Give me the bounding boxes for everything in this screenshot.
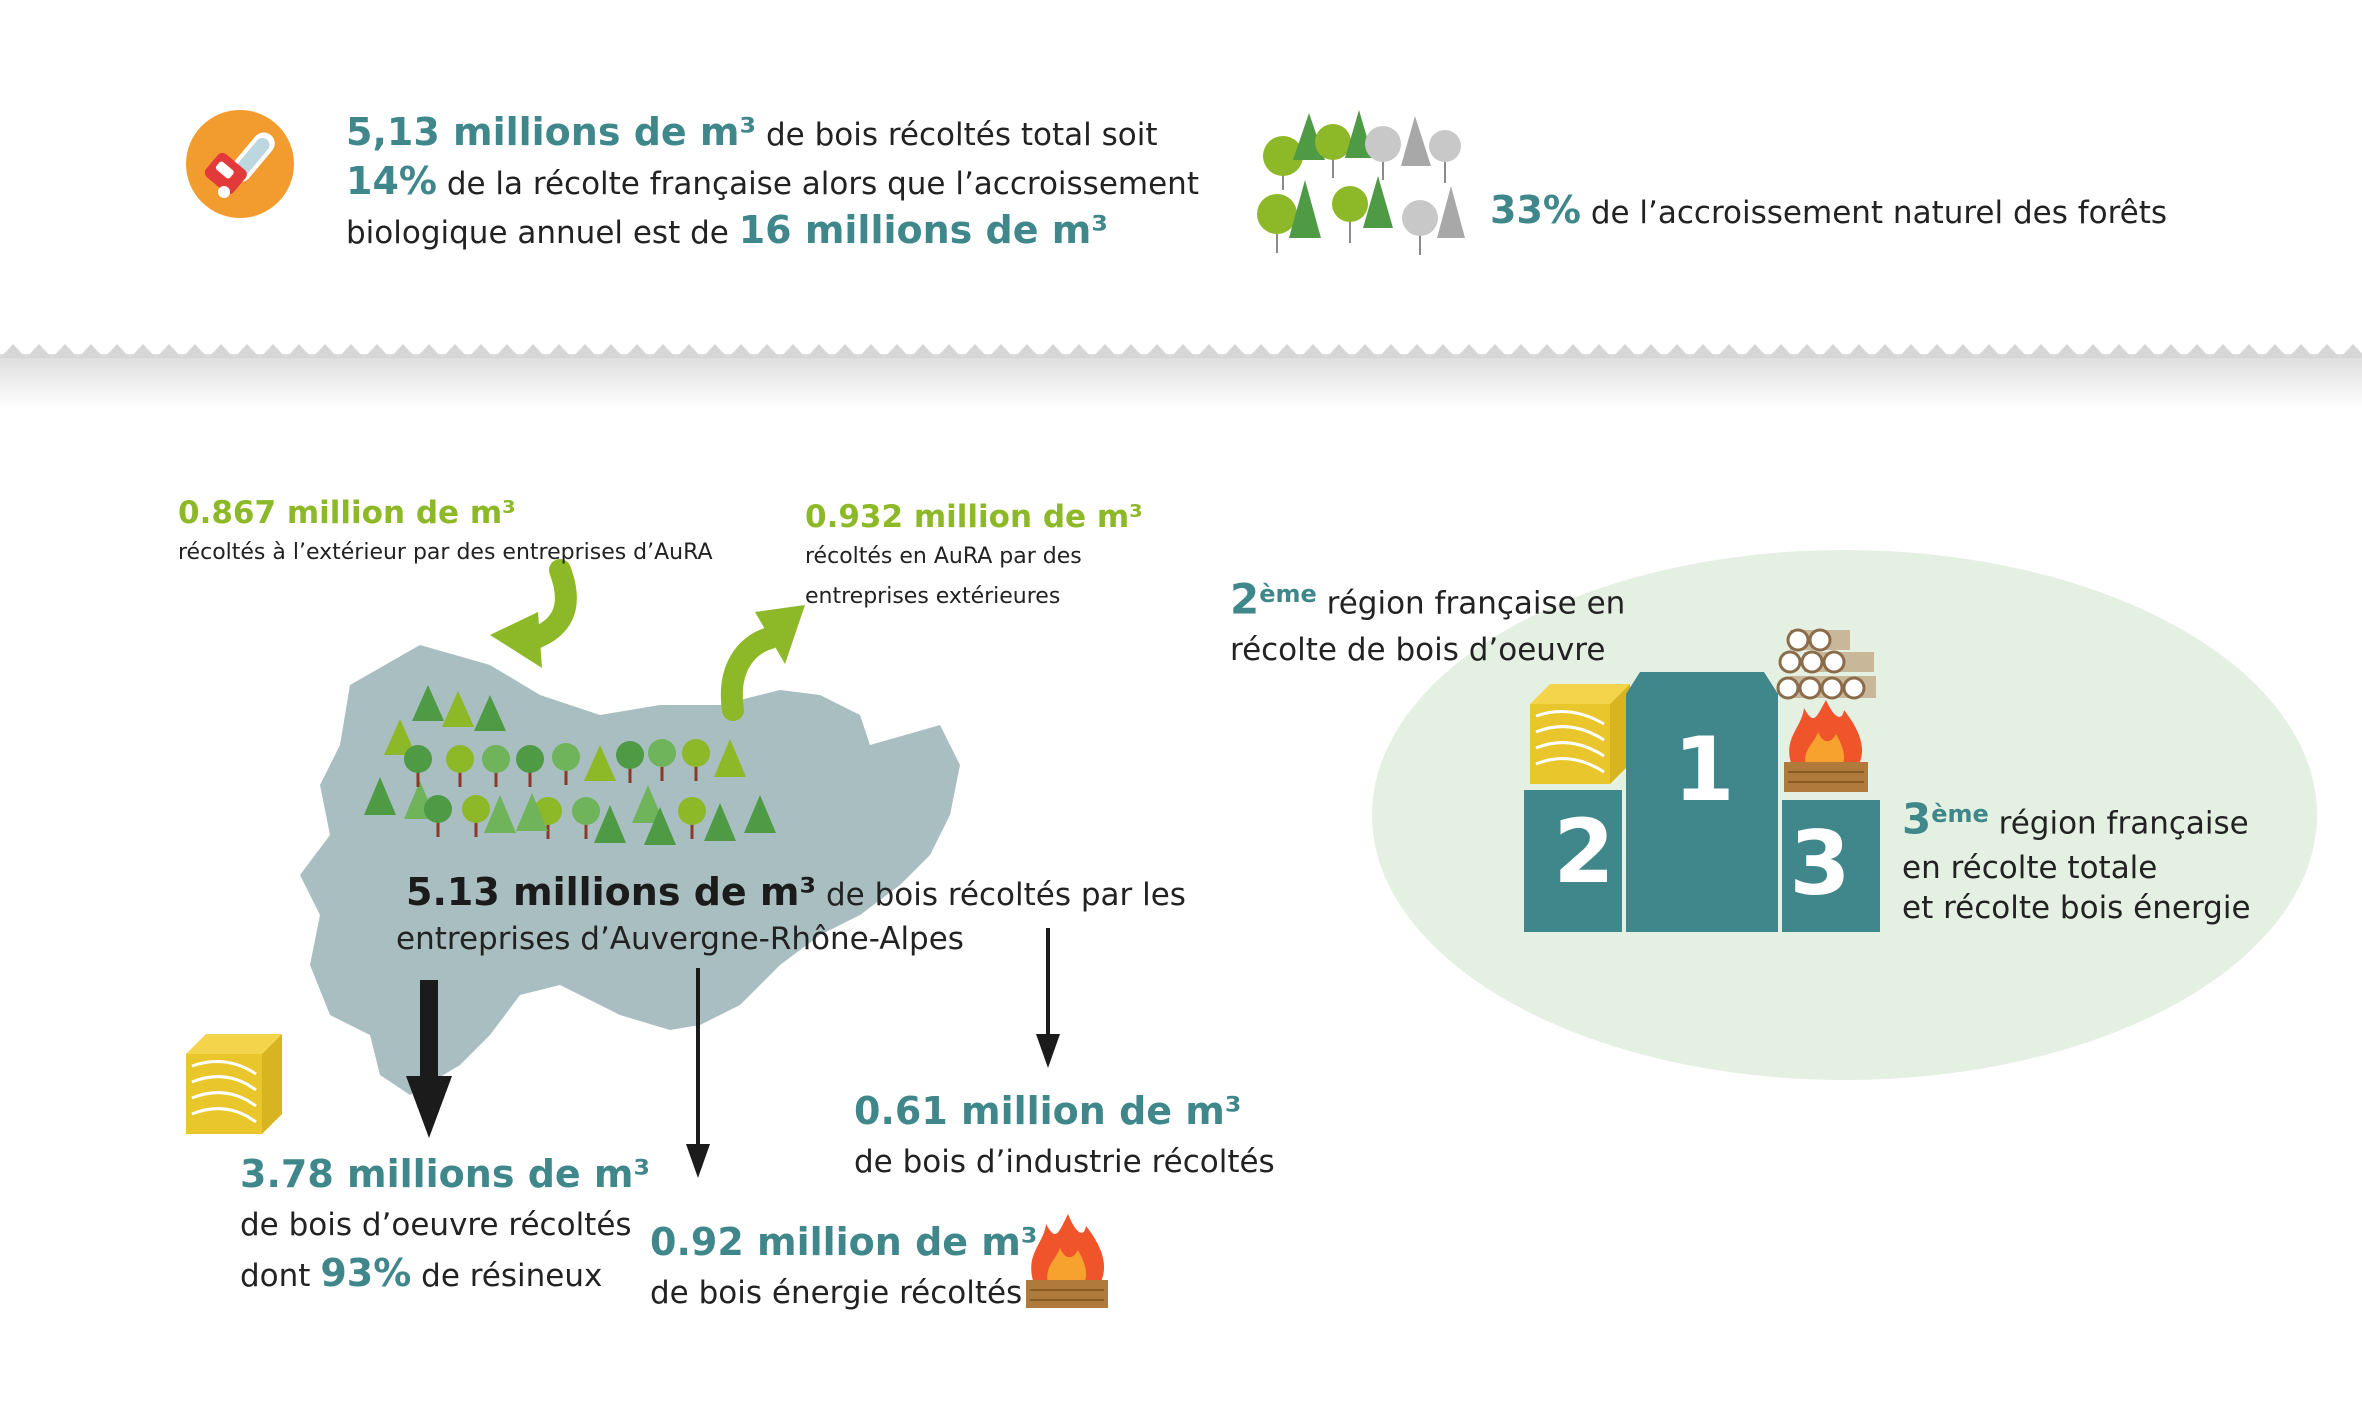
inflow-value: 0.867 million de m³ [178,495,516,531]
rank2-number: 2 [1230,574,1260,624]
podium-step-1: 1 [1673,718,1735,821]
podium-step-2: 2 [1553,800,1615,903]
central-text-1: de bois récoltés par les [816,877,1186,913]
oeuvre-pct: 93% [320,1251,412,1295]
podium-step-3: 3 [1789,812,1851,915]
oeuvre-desc-2-start: dont [240,1258,321,1294]
central-text-2: entreprises d’Auvergne-Rhône-Alpes [396,921,964,957]
outflow-desc-1: récoltés en AuRA par des [805,544,1082,569]
growth-value: 16 millions de m³ [738,208,1108,252]
section-divider [0,340,2362,410]
share-pct: 14% [346,159,437,203]
oeuvre-arrow [406,980,452,1140]
firewood-icon [1024,1214,1110,1310]
central-value: 5.13 millions de m³ [406,870,817,914]
forest-icon [1255,108,1485,258]
outflow-arrow [715,600,815,715]
inflow-desc: récoltés à l’extérieur par des entreprises d’AuRA [178,540,713,565]
industrie-value: 0.61 million de m³ [854,1089,1242,1133]
chainsaw-icon [184,108,296,220]
outflow-desc-2: entreprises extérieures [805,584,1061,609]
rank3-text-2: en récolte totale [1902,850,2158,886]
total-harvest-text: de bois récoltés total soit [756,117,1158,153]
oeuvre-desc-1: de bois d’oeuvre récoltés [240,1207,632,1243]
energie-desc: de bois énergie récoltés [650,1275,1023,1311]
wood-block-icon [186,1034,282,1134]
rank3-suffix: ème [1931,800,1989,828]
rank2-text-2: récolte de bois d’oeuvre [1230,632,1606,668]
rank3-number: 3 [1902,794,1932,844]
rank2-suffix: ème [1259,580,1317,608]
rank3-text-3: et récolte bois énergie [1902,890,2251,926]
total-harvest-value: 5,13 millions de m³ [346,110,757,154]
share-text: de la récolte française alors que l’accroissement [436,166,1199,202]
industrie-desc: de bois d’industrie récoltés [854,1144,1275,1180]
rank3-text-1: région française [1988,805,2249,842]
industrie-arrow [1036,928,1060,1070]
energie-arrow [686,968,710,1180]
forest-text: de l’accroissement naturel des forêts [1580,195,2168,231]
oeuvre-value: 3.78 millions de m³ [240,1152,651,1196]
growth-text: biologique annuel est de [346,215,739,251]
oeuvre-desc-2-end: de résineux [411,1258,603,1294]
outflow-value: 0.932 million de m³ [805,499,1143,535]
rank2-text-1: région française en [1316,585,1626,622]
inflow-arrow [480,560,580,670]
energie-value: 0.92 million de m³ [650,1220,1038,1264]
forest-pct: 33% [1490,188,1581,232]
